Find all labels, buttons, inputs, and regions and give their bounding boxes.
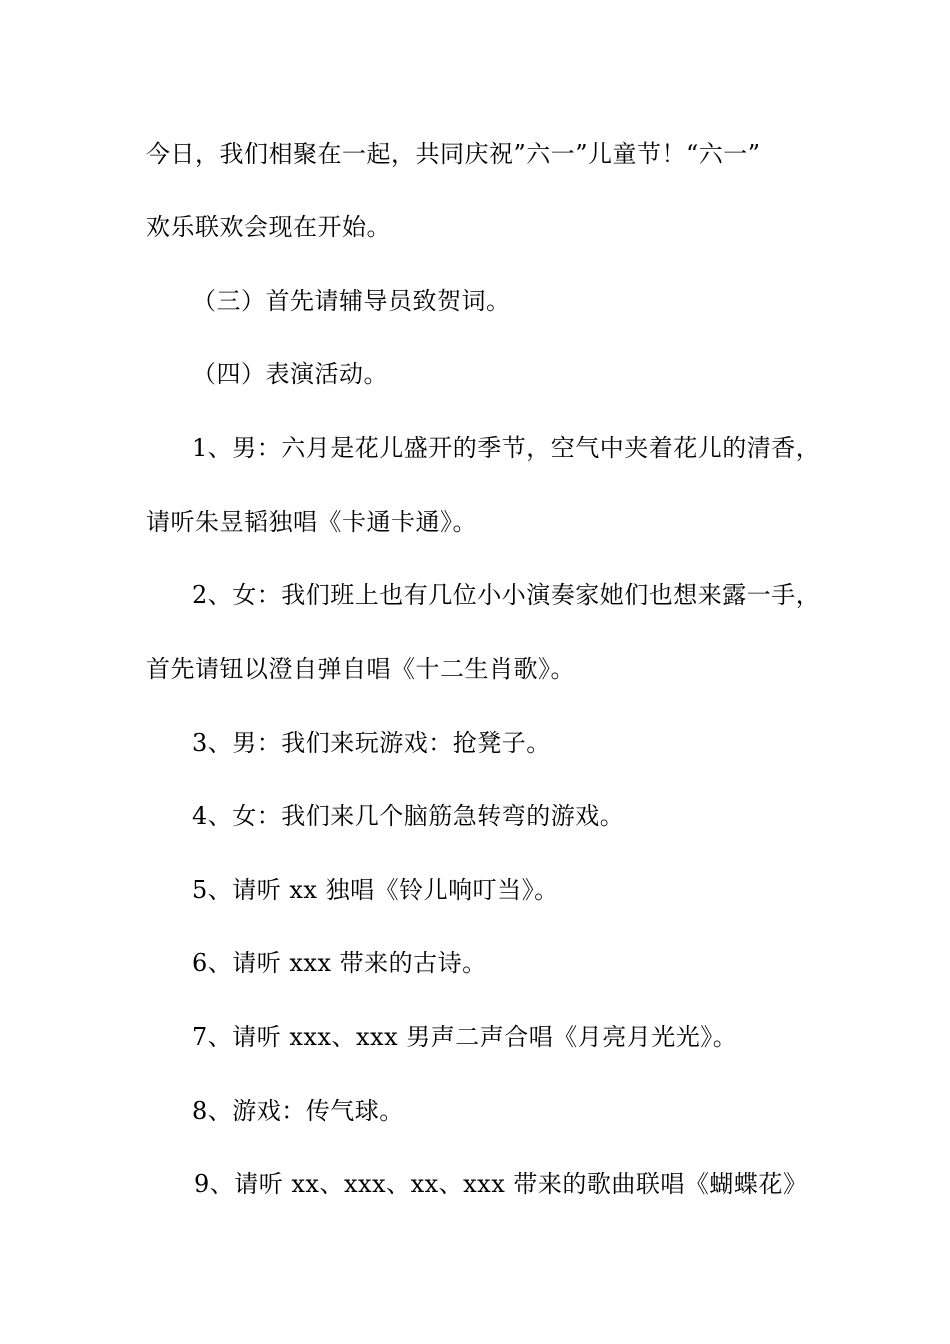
list-item: 4、女：我们来几个脑筋急转弯的游戏。 [192,802,625,830]
list-item: 5、请听 xx 独唱《铃儿响叮当》。 [192,876,559,904]
list-item-continuation: 请听朱昱韬独唱《卡通卡通》。 [146,508,477,536]
section-heading-three: （三）首先请辅导员致贺词。 [192,287,511,315]
section-heading-four: （四）表演活动。 [192,360,388,388]
list-item: 1、男：六月是花儿盛开的季节，空气中夹着花儿的清香， [192,434,821,462]
list-item: 8、游戏：传气球。 [192,1097,404,1125]
list-item: 6、请听 xxx 带来的古诗。 [192,949,487,977]
list-item: 2、女：我们班上也有几位小小演奏家她们也想来露一手， [192,581,821,609]
list-item: 7、请听 xxx、xxx 男声二声合唱《月亮月光光》。 [192,1023,738,1051]
list-item: 9、请听 xx、xxx、xx、xxx 带来的歌曲联唱《蝴蝶花》 [194,1170,808,1198]
list-item-continuation: 首先请钮以澄自弹自唱《十二生肖歌》。 [146,655,575,683]
paragraph-line: 欢乐联欢会现在开始。 [146,213,391,241]
list-item: 3、男：我们来玩游戏：抢凳子。 [192,729,551,757]
paragraph-line: 今日，我们相聚在一起，共同庆祝”六一”儿童节！“六一” [146,140,761,168]
